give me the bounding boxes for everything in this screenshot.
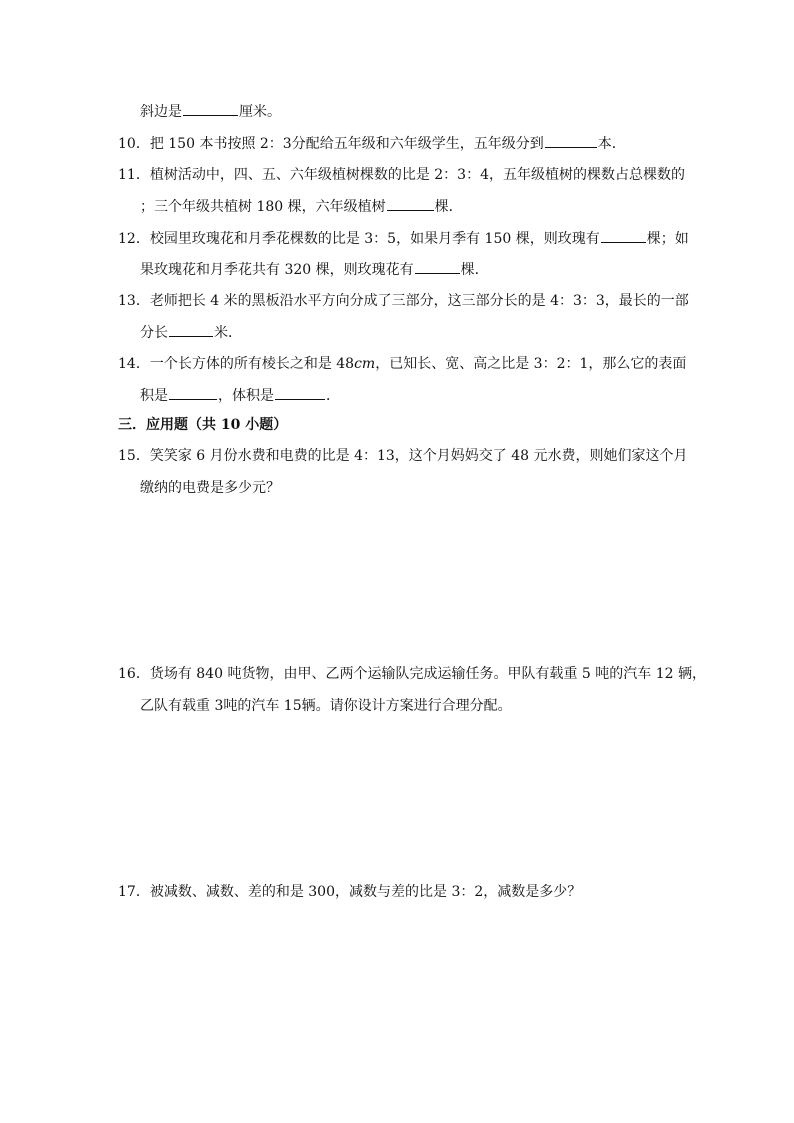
q14-answer-blank-volume[interactable] [275,385,325,400]
q14-answer-blank-area[interactable] [169,385,217,400]
q15-number: 15． [118,448,150,464]
q9-continuation [140,101,281,122]
question-16-line2: 乙队有载重 3吨的汽车 15辆。请你设计方案进行合理分配。 [140,698,512,714]
q12-answer-blank-2[interactable] [415,259,460,274]
q17-text-line1: 被减数、减数、差的和是 300，减数与差的比是 3：2，减数是多少？ [149,884,582,900]
q12-text-line1b: 棵；如 [646,231,689,247]
q10-number: 10． [118,136,150,152]
q11-number: 11． [118,167,150,183]
q17-number: 17． [118,884,150,900]
q13-text-line2b: 米． [214,325,242,341]
q14-text-line2c: ． [326,388,340,404]
question-12-line1 [118,228,689,249]
q11-answer-blank[interactable] [387,196,434,211]
question-14-line2 [140,385,340,406]
question-16-line1 [118,664,706,684]
q10-text-b: 本． [597,136,626,152]
q12-text-line2a: 果玫瑰花和月季花共有 320 棵，则玫瑰花有 [140,262,414,278]
q14-text-line2a: 积是 [140,388,168,404]
q13-number: 13． [118,293,150,309]
q12-answer-blank-1[interactable] [601,228,646,243]
section-3-heading: 三．应用题（共 10 小题） [118,417,288,433]
q12-number: 12． [118,231,150,247]
q14-text-line1a: 一个长方体的所有棱长之和是 48 [149,356,355,372]
q12-text-line1a: 校园里玫瑰花和月季花棵数的比是 3：5，如果月季有 150 棵，则玫瑰有 [149,231,600,247]
q13-text-line2a: 分长 [140,325,168,341]
question-13-line2 [140,322,242,343]
q9-text-prefix: 斜边是 [140,104,182,120]
q14-unit-cm: cm [354,356,376,372]
q13-text-line1: 老师把长 4 米的黑板沿水平方向分成了三部分，这三部分长的是 4：3：3，最长的一部 [149,293,689,309]
q10-answer-blank[interactable] [545,133,597,148]
q12-text-line2b: 棵． [460,262,489,278]
q16-text-line1: 货场有 840 吨货物，由甲、乙两个运输队完成运输任务。甲队有载重 5 吨的汽车 12 辆， [149,666,706,682]
q9-answer-blank[interactable] [183,101,238,116]
question-13-line1 [118,291,689,311]
q15-text-line1: 笑笑家 6 月份水费和电费的比是 4：13，这个月妈妈交了 48 元水费，则她们家这个月 [149,448,688,464]
q9-text-suffix: 厘米。 [239,104,281,120]
question-11-line2 [140,196,463,217]
q14-text-line1b: ，已知长、宽、高之比是 3：2：1，那么它的表面 [375,356,687,372]
q10-text-a: 把 150 本书按照 2：3分配给五年级和六年级学生，五年级分到 [149,136,544,152]
question-15-line1 [118,446,688,466]
q11-text-line1: 植树活动中，四、五、六年级植树棵数的比是 2：3：4，五年级植树的棵数占总棵数的 [149,167,685,183]
q14-number: 14． [118,356,150,372]
question-11-line1 [118,165,685,185]
q13-answer-blank[interactable] [169,322,213,337]
question-15-line2: 缴纳的电费是多少元？ [140,480,280,496]
question-10 [118,133,626,154]
q16-number: 16． [118,666,150,682]
question-17 [118,882,581,902]
q14-text-line2b: ，体积是 [218,388,274,404]
question-14-line1 [118,354,686,374]
q11-text-line2a: ；三个年级共植树 180 棵，六年级植树 [140,199,386,215]
question-12-line2 [140,259,489,280]
q11-text-line2b: 棵． [434,199,463,215]
